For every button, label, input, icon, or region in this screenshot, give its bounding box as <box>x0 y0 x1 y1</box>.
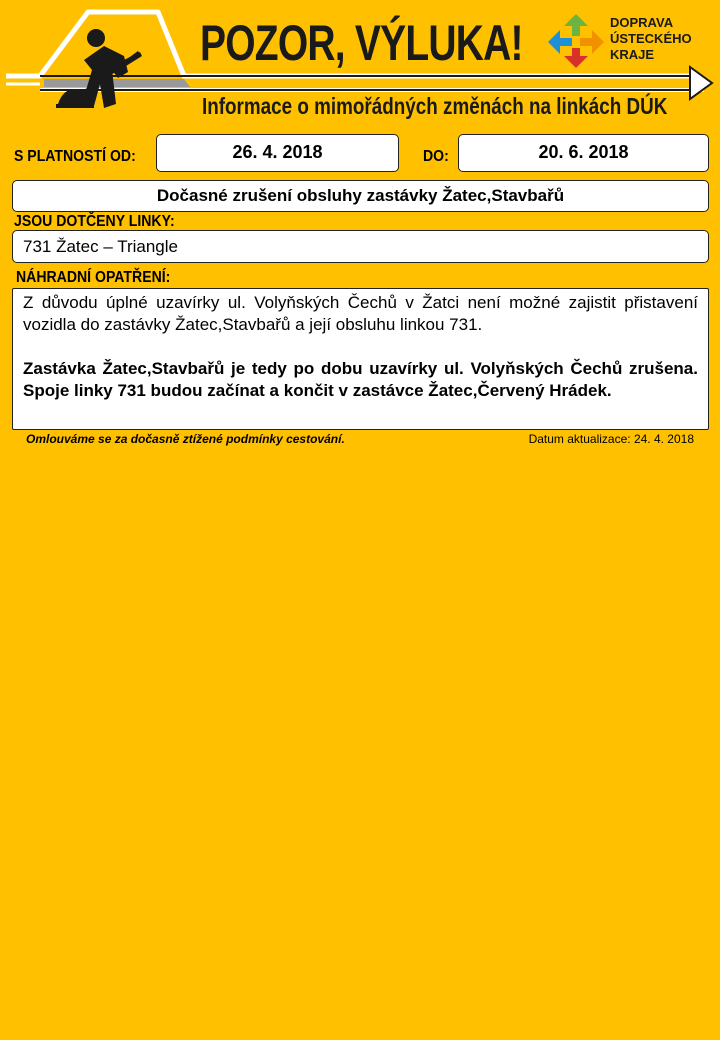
update-date: Datum aktualizace: 24. 4. 2018 <box>528 432 694 446</box>
page-subtitle: Informace o mimořádných změnách na linkách DÚK <box>202 93 668 119</box>
duk-logo <box>546 12 706 70</box>
duk-logo-icon <box>546 12 606 70</box>
measures-paragraph-bold: Zastávka Žatec,Stavbařů je tedy po dobu uzavírky ul. Volyňských Čechů zrušena. Spoje linky 731 budou začínat a končit v zastávce Žatec,Červený Hrádek. <box>23 359 698 400</box>
logo-line: KRAJE <box>610 47 655 62</box>
logo-text <box>610 15 692 63</box>
valid-to-label: DO: <box>423 148 449 165</box>
logo-line: DOPRAVA <box>610 15 674 30</box>
valid-from-label: S PLATNOSTÍ OD: <box>14 148 136 165</box>
closure-title: Dočasné zrušení obsluhy zastávky Žatec,Stavbařů <box>12 180 709 212</box>
measures-paragraph: Z důvodu úplné uzavírky ul. Volyňských Čechů v Žatci není možné zajistit přistavení vozidla do zastávky Žatec,Stavbařů a její obsluhu linkou 731. <box>23 293 698 334</box>
measures-label: NÁHRADNÍ OPATŘENÍ: <box>16 269 171 286</box>
lines-label: JSOU DOTČENY LINKY: <box>14 213 175 230</box>
measures-box <box>12 288 709 430</box>
valid-to-value: 20. 6. 2018 <box>458 134 709 172</box>
logo-line: ÚSTECKÉHO <box>610 31 692 46</box>
affected-lines: 731 Žatec – Triangle <box>12 230 709 263</box>
header-banner <box>0 0 720 125</box>
valid-from-value: 26. 4. 2018 <box>156 134 399 172</box>
apology-note: Omlouváme se za dočasně ztížené podmínky cestování. <box>26 432 345 446</box>
page-title: POZOR, VÝLUKA! <box>200 15 523 71</box>
